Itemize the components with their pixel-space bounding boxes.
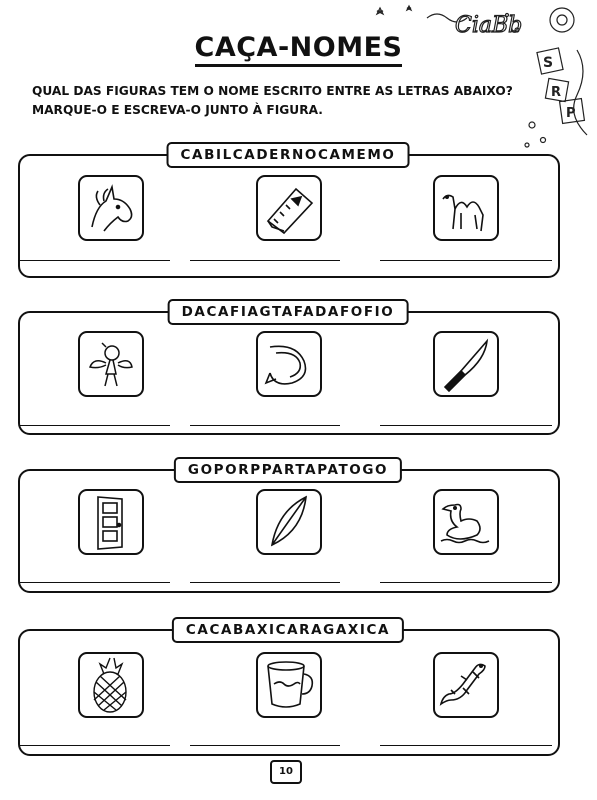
- unicorn-icon: [80, 177, 142, 239]
- letter-string: GOPORPPARTAPATOGO: [174, 457, 402, 483]
- letter-string: CABILCADERNOCAMEMO: [167, 142, 410, 168]
- camel-icon: [435, 177, 497, 239]
- door-icon: [80, 491, 142, 553]
- picture-leaf[interactable]: [256, 489, 322, 555]
- picture-duck[interactable]: [433, 489, 499, 555]
- picture-ribbon[interactable]: [256, 331, 322, 397]
- picture-lizard[interactable]: [433, 652, 499, 718]
- picture-unicorn[interactable]: [78, 175, 144, 241]
- letter-string: CACABAXICARAGAXICA: [172, 617, 404, 643]
- exercise-section-1: [18, 148, 558, 278]
- cup-icon: [258, 654, 320, 716]
- ribbon-icon: [258, 333, 320, 395]
- svg-text:R: R: [551, 85, 562, 100]
- picture-door[interactable]: [78, 489, 144, 555]
- notebook-icon: [258, 177, 320, 239]
- instruction-line-1: QUAL DAS FIGURAS TEM O NOME ESCRITO ENTRE AS LETRAS ABAIXO?: [32, 84, 513, 98]
- duck-icon: [435, 491, 497, 553]
- decorative-corner-illustration: [367, 0, 597, 160]
- instructions: [32, 82, 513, 120]
- svg-text:P: P: [566, 106, 576, 121]
- svg-text:CiaBb: CiaBb: [455, 13, 523, 38]
- lizard-icon: [435, 654, 497, 716]
- page-title: CAÇA-NOMES: [0, 32, 597, 63]
- picture-cup[interactable]: [256, 652, 322, 718]
- page-number: 10: [270, 760, 302, 784]
- knife-icon: [435, 333, 497, 395]
- fairy-icon: [80, 333, 142, 395]
- picture-fairy[interactable]: [78, 331, 144, 397]
- picture-notebook[interactable]: [256, 175, 322, 241]
- instruction-line-2: MARQUE-O E ESCREVA-O JUNTO À FIGURA.: [32, 103, 323, 117]
- page-number-badge: [270, 760, 302, 786]
- picture-camel[interactable]: [433, 175, 499, 241]
- picture-knife[interactable]: [433, 331, 499, 397]
- exercise-section-3: [18, 460, 558, 590]
- leaf-icon: [258, 491, 320, 553]
- svg-text:S: S: [543, 55, 554, 71]
- exercise-section-2: [18, 303, 558, 433]
- pineapple-icon: [80, 654, 142, 716]
- letter-string: DACAFIAGTAFADAFOFIO: [168, 299, 409, 325]
- picture-pineapple[interactable]: [78, 652, 144, 718]
- exercise-section-4: [18, 620, 558, 760]
